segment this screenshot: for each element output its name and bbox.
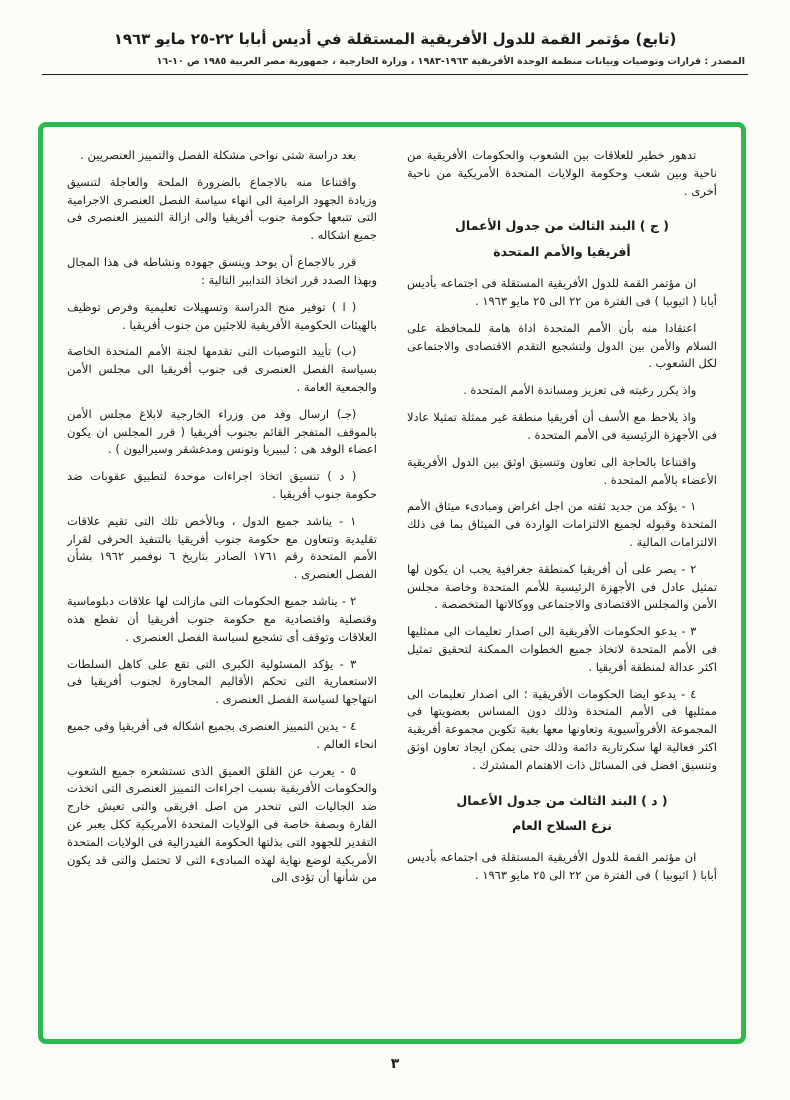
numbered-item-2: ٢ - يناشد جميع الحكومات التى مازالت لها علاقات دبلوماسية وقنصلية واقتصادية مع حكومة جنوب أفريقيا أن تقطع هذه العلاقات وتوقف أى تشجيع لسياسة الفصل العنصرى . [67,594,377,644]
section-subheading-disarmament: نزع السلاح العام [512,818,612,834]
paragraph: اعتقادا منه بأن الأمم المتحدة اداة هامة للمحافظة على السلام والأمن بين الدول ولتشجيع التقدم الاقتصادى والاجتماعى لكل الشعوب . [407,320,717,371]
content-box [38,122,746,1044]
paragraph: ان مؤتمر القمة للدول الأفريقية المستقلة فى اجتماعه بأديس أبابا ( اثيوبيا ) فى الفترة من ٢٢ الى ٢٥ مايو ١٩٦٣ . [407,276,717,308]
left-column [407,147,717,1019]
list-item-a: ( ا ) توفير منح الدراسة وتسهيلات تعليمية وفرص توظيف بالهيئات الحكومية الأفريقية للاجئين من جنوب أفريقيا . [67,299,377,332]
page-title: (تابع) مؤتمر القمة للدول الأفريقية المستقلة في أديس أبابا ٢٢-٢٥ مايو ١٩٦٣ [113,30,677,48]
numbered-item-1: ١ - يناشد جميع الدول ، وبالأخص تلك التى تقيم علاقات تقليدية وتتعاون مع حكومة جنوب أفريقيا بالتنفيذ الحرفى لقرار الأمم المتحدة رقم ١٧٦١ الصادر بتاريخ ٦ نوفمبر ١٩٦٢ بشأن الفصل العنصرى . [67,513,377,582]
numbered-item-3: ٣ - يؤكد المسئولية الكبرى التى تقع على كاهل السلطات الاستعمارية التى تحكم الأقاليم المجاورة لجنوب أفريقيا فى انتهاجها لسياسة الفصل العنصرى . [67,656,377,707]
header-divider [42,74,748,75]
section-heading-agenda-item-d: ( د ) البند الثالث من جدول الأعمال [456,792,668,808]
section-subheading-africa-un: أفريقيا والأمم المتحدة [493,243,631,259]
paragraph: واذ يكرر رغبته فى تعزيز ومساندة الأمم المتحدة . [463,383,697,398]
right-column [67,147,377,1019]
paragraph: قرر بالاجماع أن يوحد وينسق جهوده ونشاطه فى هذا المجال وبهذا الصدد قرر اتخاذ التدابير التالية : [67,255,377,287]
numbered-item-5: ٥ - يعرب عن القلق العميق الذى تستشعره جميع الشعوب والحكومات الأفريقية بسبب اجراءات التمييز العنصرى التى اتخذت ضد الجاليات التى تنحدر من اصل افريقى والتى تعيش خارج القارة وبصفة خاصة فى الولايات المتحدة الأمريكية ككل يعبر عن التقدير للجهود التى بذلتها الحكومة الفيدرالية فى الولايات المتحدة الأمريكية لوضع نهاية لهذه المبادىء التى لا تحتمل والتى قد يكون من شأنها أن تؤدى الى [67,763,377,885]
numbered-item-3: ٣ - يدعو الحكومات الأفريقية الى اصدار تعليمات الى ممثليها فى الأمم المتحدة لاتخاذ جميع الخطوات الممكنة لتحقيق تمثيل اكثر عدالة لمنطقة أفريقيا . [407,624,717,674]
numbered-item-4: ٤ - يدعو ايضا الحكومات الأفريقية ؛ الى اصدار تعليمات الى ممثليها فى الأمم المتحدة وذلك دون المساس بعضويتها فى المجموعة الأفروآسيوية وتعاونها معها بغية تكوين مجموعة أفريقية اكثر فعالية لها سكرتارية دائمة وذلك حتى يمكن ايجاد تعاون اوثق وتنسيق افضل فى المسائل ذات الاهتمام المشترك . [407,686,717,772]
numbered-item-2: ٢ - يصر على أن أفريقيا كمنطقة جغرافية يجب ان يكون لها تمثيل عادل فى الأجهزة الرئيسية للأمم المتحدة وخاصة مجلس الأمن والمجلس الاقتصادى والاجتماعى ووكالاتها المتخصصة . [407,561,717,612]
list-item-c: (جـ) ارسال وفد من وزراء الخارجية لابلاغ مجلس الأمن بالموقف المتفجر القائم بجنوب أفريقيا ( قرر المجلس ان يكون اعضاء الوفد هى : ليبيريا وتونس ومدغشقر وسيراليون ) . [67,406,377,457]
page-number: ٣ [390,1056,400,1072]
continuation-paragraph: تدهور خطير للعلاقات بين الشعوب والحكومات الأفريقية من ناحية وبين شعب وحكومة الولايات المتحدة الأمريكية من ناحية أخرى . [407,148,717,198]
list-item-d: ( د ) تنسيق اتخاذ اجراءات موحدة لتطبيق عقوبات ضد حكومة جنوب أفريقيا . [67,469,377,501]
document-header [0,0,790,75]
numbered-item-1: ١ - يؤكد من جديد ثقته من اجل اغراض ومبادىء ميثاق الأمم المتحدة وقبوله لجميع الالتزامات الواردة فى الميثاق بما فى ذلك الالتزامات المالية . [407,499,717,549]
paragraph: واقتناعا منه بالاجماع بالضرورة الملحة والعاجلة لتنسيق وزيادة الجهود الرامية الى انهاء سياسة الفصل العنصرى الاجرامية التى تتبعها حكومة جنوب أفريقيا والى ازالة التمييز العنصرى فى جميع اشكاله . [67,174,377,243]
paragraph: واذ يلاحظ مع الأسف أن أفريقيا منطقة غير ممثلة تمثيلا عادلا فى الأجهزة الرئيسية فى الأمم المتحدة . [407,410,717,442]
paragraph: ان مؤتمر القمة للدول الأفريقية المستقلة فى اجتماعه بأديس أبابا ( اثيوبيا ) فى الفترة من ٢٢ الى ٢٥ مايو ١٩٦٣ . [407,850,717,883]
source-line: المصدر : قرارات وتوصيات وبيانات منظمة الوحدة الأفريقية ١٩٦٣-١٩٨٣ ، وزارة الخارجية ، جمهورية مصر العربية ١٩٨٥ ص ١٠-١٦ [156,56,745,67]
paragraph: بعد دراسة شتى نواحى مشكلة الفصل والتمييز العنصريين . [80,148,357,162]
list-item-b: (ب) تأييد التوصيات التى تقدمها لجنة الأمم المتحدة الخاصة بسياسة الفصل العنصرى فى جنوب أفريقيا الى مجلس الأمن والجمعية العامة . [67,344,377,394]
section-heading-agenda-item-c: ( ج ) البند الثالث من جدول الأعمال [455,218,669,234]
numbered-item-4: ٤ - يدين التمييز العنصرى بجميع اشكاله فى أفريقيا وفى جميع انحاء العالم . [67,718,377,751]
paragraph: واقتناعا بالحاجة الى تعاون وتنسيق اوثق بين الدول الأفريقية الأعضاء بالأمم المتحدة . [407,454,717,487]
